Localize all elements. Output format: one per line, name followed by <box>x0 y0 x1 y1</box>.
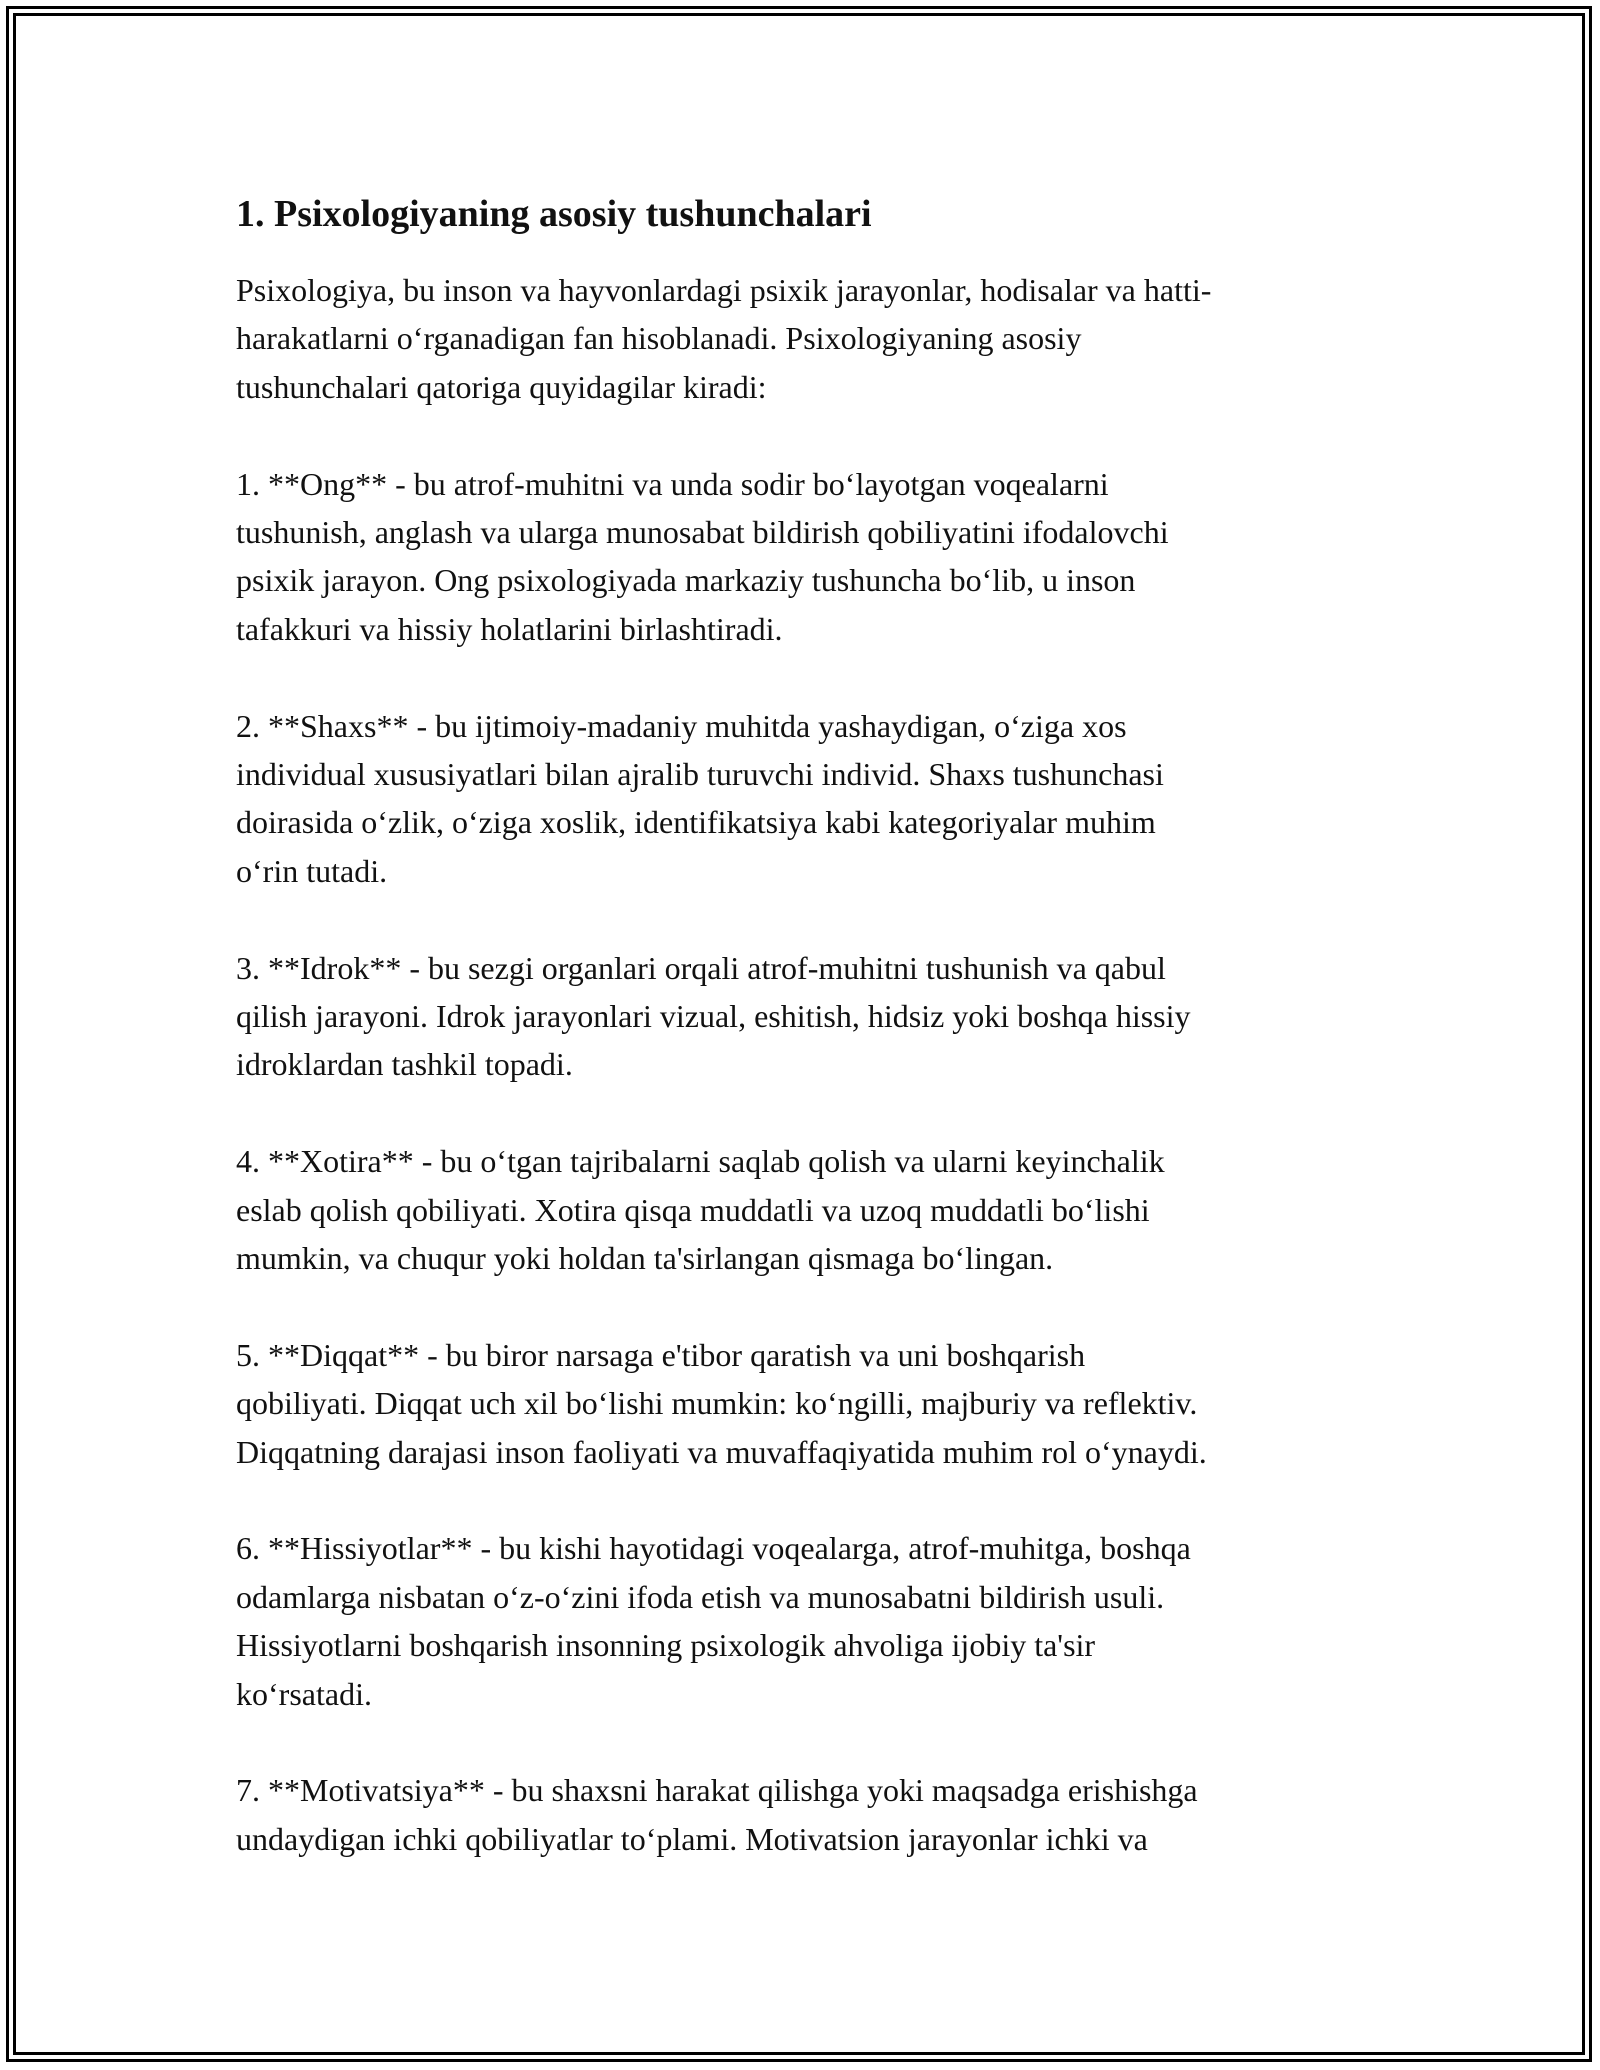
text-line: tushunchalari qatoriga quyidagilar kiradi: <box>236 368 767 405</box>
text-line: mumkin, va chuqur yoki holdan ta'sirlangan qismaga bo‘lingan. <box>236 1240 1054 1277</box>
list-item-motivatsiya <box>236 1766 1376 1863</box>
text-line: 5. **Diqqat** - bu biror narsaga e'tibor qaratish va uni boshqarish <box>236 1336 1086 1373</box>
text-line: 7. **Motivatsiya** - bu shaxsni harakat qilishga yoki maqsadga erishishga <box>236 1772 1198 1809</box>
text-line: tushunish, anglash va ularga munosabat bildirish qobiliyatini ifodalovchi <box>236 514 1169 551</box>
text-line: 1. **Ong** - bu atrof-muhitni va unda sodir bo‘layotgan voqealarni <box>236 465 1109 502</box>
text-line: idroklardan tashkil topadi. <box>236 1046 573 1083</box>
list-item-ong <box>236 460 1376 654</box>
text-line: tafakkuri va hissiy holatlarini birlashtiradi. <box>236 610 783 647</box>
text-line: eslab qolish qobiliyati. Xotira qisqa muddatli va uzoq muddatli bo‘lishi <box>236 1191 1150 1228</box>
text-line: undaydigan ichki qobiliyatlar to‘plami. Motivatsion jarayonlar ichki va <box>236 1820 1148 1857</box>
text-line: doirasida o‘zlik, o‘ziga xoslik, identifikatsiya kabi kategoriyalar muhim <box>236 804 1156 841</box>
text-line: 4. **Xotira** - bu o‘tgan tajribalarni saqlab qolish va ularni keyinchalik <box>236 1143 1165 1180</box>
text-line: Psixologiya, bu inson va hayvonlardagi psixik jarayonlar, hodisalar va hatti- <box>236 272 1212 308</box>
text-line: odamlarga nisbatan o‘z-o‘zini ifoda etish va munosabatni bildirish usuli. <box>236 1578 1165 1615</box>
text-line: qilish jarayoni. Idrok jarayonlari vizual, eshitish, hidsiz yoki boshqa hissiy <box>236 998 1191 1035</box>
intro-paragraph <box>236 266 1376 411</box>
text-line: o‘rin tutadi. <box>236 852 388 889</box>
list-item-idrok <box>236 944 1376 1089</box>
section-heading: 1. Psixologiyaning asosiy tushunchalari <box>236 193 872 235</box>
text-line: qobiliyati. Diqqat uch xil bo‘lishi mumkin: ko‘ngilli, majburiy va reflektiv. <box>236 1385 1198 1422</box>
text-line: harakatlarni o‘rganadigan fan hisoblanadi. Psixologiyaning asosiy <box>236 320 1082 357</box>
text-line: psixik jarayon. Ong psixologiyada markaziy tushuncha bo‘lib, u inson <box>236 562 1136 599</box>
text-line: ko‘rsatadi. <box>236 1675 372 1712</box>
list-item-diqqat <box>236 1331 1376 1476</box>
text-line: Hissiyotlarni boshqarish insonning psixologik ahvoliga ijobiy ta'sir <box>236 1627 1096 1664</box>
text-line: 2. **Shaxs** - bu ijtimoiy-madaniy muhitda yashaydigan, o‘ziga xos <box>236 707 1127 744</box>
text-line: 6. **Hissiyotlar** - bu kishi hayotidagi voqealarga, atrof-muhitga, boshqa <box>236 1530 1191 1567</box>
document-body <box>236 188 1376 1912</box>
list-item-shaxs <box>236 702 1376 896</box>
list-item-xotira <box>236 1137 1376 1282</box>
text-line: 3. **Idrok** - bu sezgi organlari orqali atrof-muhitni tushunish va qabul <box>236 949 1166 986</box>
text-line: Diqqatning darajasi inson faoliyati va muvaffaqiyatida muhim rol o‘ynaydi. <box>236 1433 1207 1470</box>
list-item-hissiyotlar <box>236 1524 1376 1718</box>
text-line: individual xususiyatlari bilan ajralib turuvchi individ. Shaxs tushunchasi <box>236 756 1164 793</box>
